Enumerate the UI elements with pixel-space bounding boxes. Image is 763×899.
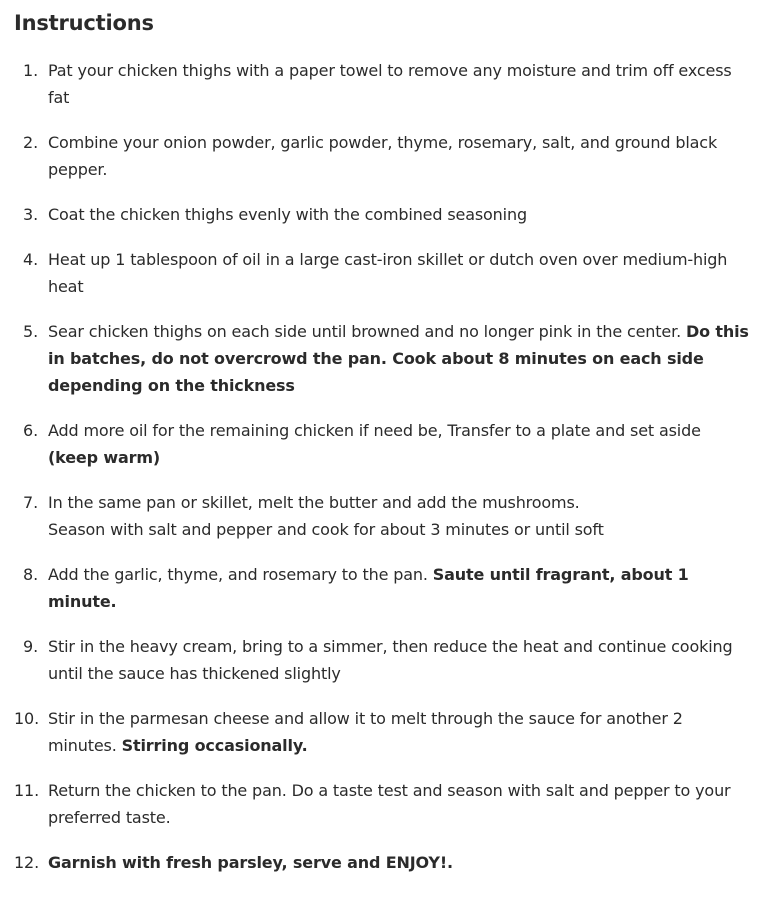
step-text: Heat up 1 tablespoon of oil in a large cast-iron skillet or dutch oven over medium-high heat	[48, 250, 728, 296]
instructions-heading: Instructions	[14, 11, 154, 35]
instructions-list	[14, 57, 749, 876]
step-number: 6 .	[14, 417, 38, 444]
step-9	[14, 633, 749, 687]
step-text: In the same pan or skillet, melt the butter and add the mushrooms.	[48, 493, 580, 512]
step-number: 1 .	[14, 57, 38, 84]
step-text: Sear chicken thighs on each side until browned and no longer pink in the center.	[48, 322, 686, 341]
step-emphasis: (keep warm)	[48, 448, 161, 467]
step-8	[14, 561, 749, 615]
step-number: 4 .	[14, 246, 38, 273]
step-emphasis: Garnish with fresh parsley, serve and ENJOY!.	[48, 853, 453, 872]
step-emphasis: Do this in batches, do not overcrowd the pan. Cook about 8 minutes on each side depending on the thickness	[48, 322, 749, 395]
step-emphasis: Stirring occasionally.	[121, 736, 308, 755]
step-text: Add the garlic, thyme, and rosemary to the pan.	[48, 565, 433, 584]
step-text: Stir in the heavy cream, bring to a simmer, then reduce the heat and continue cooking until the sauce has thickened slightly	[48, 637, 733, 683]
step-number: 11 .	[14, 777, 38, 804]
step-number: 7 .	[14, 489, 38, 516]
step-number: 2 .	[14, 129, 38, 156]
step-1	[14, 57, 749, 111]
step-5	[14, 318, 749, 399]
step-number: 8 .	[14, 561, 38, 588]
step-4	[14, 246, 749, 300]
step-12	[14, 849, 749, 876]
step-number: 3 .	[14, 201, 38, 228]
step-number: 5 .	[14, 318, 38, 345]
step-emphasis: Saute until fragrant, about 1 minute.	[48, 565, 689, 611]
step-7	[14, 489, 749, 543]
step-text: Add more oil for the remaining chicken if need be, Transfer to a plate and set aside	[48, 421, 701, 440]
step-text: Return the chicken to the pan. Do a taste test and season with salt and pepper to your preferred taste.	[48, 781, 731, 827]
step-text: Pat your chicken thighs with a paper towel to remove any moisture and trim off excess fat	[48, 61, 732, 107]
step-11	[14, 777, 749, 831]
step-3	[14, 201, 749, 228]
step-2	[14, 129, 749, 183]
step-text: Coat the chicken thighs evenly with the combined seasoning	[48, 205, 527, 224]
step-10	[14, 705, 749, 759]
step-number: 10 .	[14, 705, 38, 732]
step-6	[14, 417, 749, 471]
step-number: 12 .	[14, 849, 38, 876]
step-text: Combine your onion powder, garlic powder, thyme, rosemary, salt, and ground black pepper.	[48, 133, 718, 179]
step-text-second-line: Season with salt and pepper and cook for about 3 minutes or until soft	[48, 520, 604, 539]
step-number: 9 .	[14, 633, 38, 660]
step-text: Stir in the parmesan cheese and allow it to melt through the sauce for another 2 minutes.	[48, 709, 683, 755]
